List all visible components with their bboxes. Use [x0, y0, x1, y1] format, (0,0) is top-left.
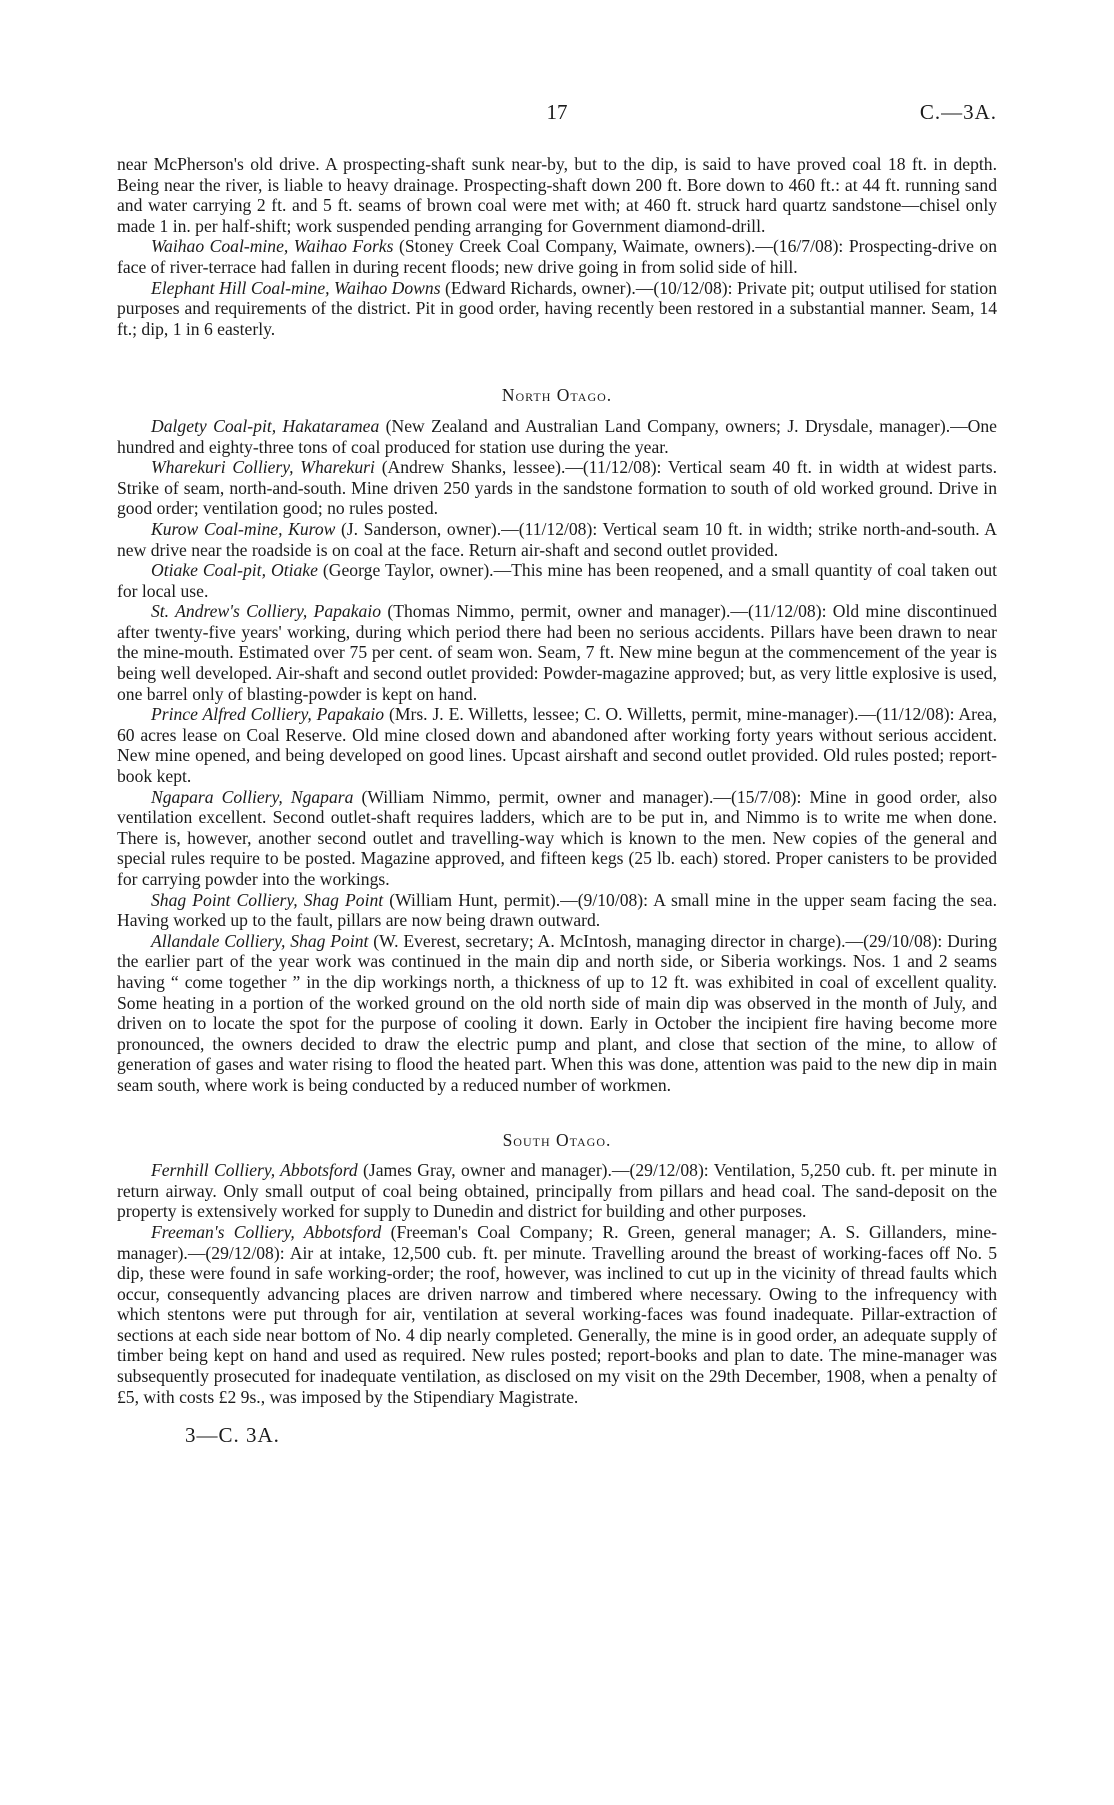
- document-serial: C.—3A.: [919, 100, 997, 124]
- entry-title: Ngapara Colliery, Ngapara: [151, 786, 354, 807]
- signature-mark: 3—C. 3A.: [185, 1423, 280, 1448]
- entry-title: Dalgety Coal-pit, Hakataramea: [151, 415, 380, 436]
- north-otago-entry: Otiake Coal-pit, Otiake (George Taylor, owner).—This mine has been reopened, and a small quantity of coal taken out for local use.: [117, 560, 998, 601]
- section-heading-south-otago: South Otago.: [502, 1129, 612, 1150]
- north-otago-entry: Dalgety Coal-pit, Hakataramea (New Zealand and Australian Land Company, owners; J. Drysdale, manager).—One hundred and eighty-three tons of coal produced for station use during the year.: [117, 415, 997, 457]
- north-otago-entry: Ngapara Colliery, Ngapara (William Nimmo, permit, owner and manager).—(15/7/08): Mine in good order, also ventilation excellent. Second outlet-shaft requires ladders, which are to be put in, and Nimmo is to write me when done. There is, however, another second outlet and travelling-way which is known to the men. New copies of the general and special rules require to be posted. Magazine approved, and fifteen kegs (25 lb. each) stored. Proper canisters to be provided for carrying powder into the workings.: [117, 786, 997, 889]
- entry-title: Fernhill Colliery, Abbotsford: [151, 1160, 358, 1181]
- entry-title: Shag Point Colliery, Shag Point: [151, 889, 384, 910]
- south-otago-entry: Fernhill Colliery, Abbotsford (James Gray, owner and manager).—(29/12/08): Ventilation, 5,250 cub. ft. per minute in return airway. Only small output of coal being obtained, principally from pillars and head coal. The sand-deposit on the property is extensively worked for supply to Dunedin and district for building and other purposes.: [117, 1160, 997, 1222]
- entry-title: Allandale Colliery, Shag Point: [151, 930, 369, 951]
- north-otago-entry: St. Andrew's Colliery, Papakaio (Thomas Nimmo, permit, owner and manager).—(11/12/08): Old mine discontinued after twenty-five years' working, during which period there had been no serious accidents. Pillars have been drawn to near the mine-mouth. Estimated over 75 per cent. of seam won. Seam, 7 ft. New mine begun at the commencement of the year is being well developed. Air-shaft and second outlet provided: Powder-magazine approved; but, as very little explosive is used, one barrel only of blasting-powder is kept on hand.: [117, 601, 997, 704]
- section-heading-north-otago: North Otago.: [501, 385, 613, 406]
- north-otago-entry: Prince Alfred Colliery, Papakaio (Mrs. J. E. Willetts, lessee; C. O. Willetts, permit, mine-manager).—(11/12/08): Area, 60 acres lease on Coal Reserve. Old mine closed down and abandoned after working forty years without serious accident. New mine opened, and being developed on good lines. Upcast airshaft and second outlet provided. Old rules posted; report-book kept.: [117, 704, 997, 787]
- entry-title: Prince Alfred Colliery, Papakaio: [151, 704, 385, 725]
- intro-paragraph: near McPherson's old drive. A prospecting-shaft sunk near-by, but to the dip, is said to have proved coal 18 ft. in depth. Being near the river, is liable to heavy drainage. Prospecting-shaft down 200 ft. Bore down to 460 ft.: at 44 ft. running sand and water carrying 2 ft. and 5 ft. seams of brown coal were met with; at 460 ft. struck hard quartz sandstone—chisel only made 1 in. per half-shift; work suspended pending arranging for Government diamond-drill.: [117, 154, 997, 236]
- north-otago-entry: Kurow Coal-mine, Kurow (J. Sanderson, owner).—(11/12/08): Vertical seam 10 ft. in width; strike north-and-south. A new drive near the roadside is on coal at the face. Return air-shaft and second outlet provided.: [117, 518, 997, 560]
- document-body: [117, 154, 997, 1446]
- intro-paragraph: Elephant Hill Coal-mine, Waihao Downs (Edward Richards, owner).—(10/12/08): Private pit; output utilised for station purposes and requirements of the district. Pit in good order, having recently been restored in a substantial manner. Seam, 14 ft.; dip, 1 in 6 easterly.: [117, 277, 997, 339]
- entry-title: Otiake Coal-pit, Otiake: [151, 560, 318, 581]
- entry-title: Waihao Coal-mine, Waihao Forks: [151, 236, 394, 257]
- south-otago-entry: Freeman's Colliery, Abbotsford (Freeman's Coal Company; R. Green, general manager; A. S. Gillanders, mine-manager).—(29/12/08): Air at intake, 12,500 cub. ft. per minute. Travelling around the breast of working-faces off No. 5 dip, these were found in safe working-order; the roof, however, was inclined to cut up in the vicinity of thread faults which occur, consequently advancing places are driven narrow and timbered where necessary. Owing to the infrequency with which stentons were put through for air, ventilation at several working-faces was found inadequate. Pillar-extraction of sections at each side near bottom of No. 4 dip nearly completed. Generally, the mine is in good order, an adequate supply of timber being kept on hand and used as required. New rules posted; report-books and plan to date. The mine-manager was subsequently prosecuted for inadequate ventilation, as disclosed on my visit on the 29th December, 1908, when a penalty of £5, with costs £2 9s., was imposed by the Stipendiary Magistrate.: [117, 1221, 997, 1407]
- entry-title: St. Andrew's Colliery, Papakaio: [151, 601, 382, 622]
- intro-paragraph: Waihao Coal-mine, Waihao Forks (Stoney Creek Coal Company, Waimate, owners).—(16/7/08): Prospecting-drive on face of river-terrace had fallen in during recent floods; new drive going in from solid side of hill.: [117, 236, 997, 277]
- north-otago-entry: Allandale Colliery, Shag Point (W. Everest, secretary; A. McIntosh, managing director in charge).—(29/10/08): During the earlier part of the year work was continued in the main dip and north side, or Siberia workings. Nos. 1 and 2 seams having “ come together ” in the dip workings north, a thickness of up to 12 ft. was exhibited in coal of excellent quality. Some heating in a portion of the worked ground on the old north side of main dip was observed in the month of July, and driven on to locate the spot for the purpose of cooling it down. Early in October the incipient fire having become more pronounced, the owners decided to draw the electric pump and plant, and close that section of the mine, to allow of generation of gases and water rising to flood the heated part. When this was done, attention was paid to the new dip in main seam south, where work is being conducted by a reduced number of workmen.: [117, 930, 997, 1095]
- north-otago-entry: Wharekuri Colliery, Wharekuri (Andrew Shanks, lessee).—(11/12/08): Vertical seam 40 ft. in width at widest parts. Strike of seam, north-and-south. Mine driven 250 yards in the sandstone formation to south of old worked ground. Drive in good order; ventilation good; no rules posted.: [117, 457, 997, 519]
- page-header: [117, 100, 997, 130]
- entry-title: Wharekuri Colliery, Wharekuri: [151, 457, 375, 478]
- entry-title: Elephant Hill Coal-mine, Waihao Downs: [151, 277, 441, 298]
- entry-title: Freeman's Colliery, Abbotsford: [151, 1221, 382, 1242]
- north-otago-entry: Shag Point Colliery, Shag Point (William Hunt, permit).—(9/10/08): A small mine in the upper seam facing the sea. Having worked up to the fault, pillars are now being drawn outward.: [117, 889, 997, 931]
- page-number: 17: [546, 100, 568, 124]
- entry-title: Kurow Coal-mine, Kurow: [151, 518, 336, 539]
